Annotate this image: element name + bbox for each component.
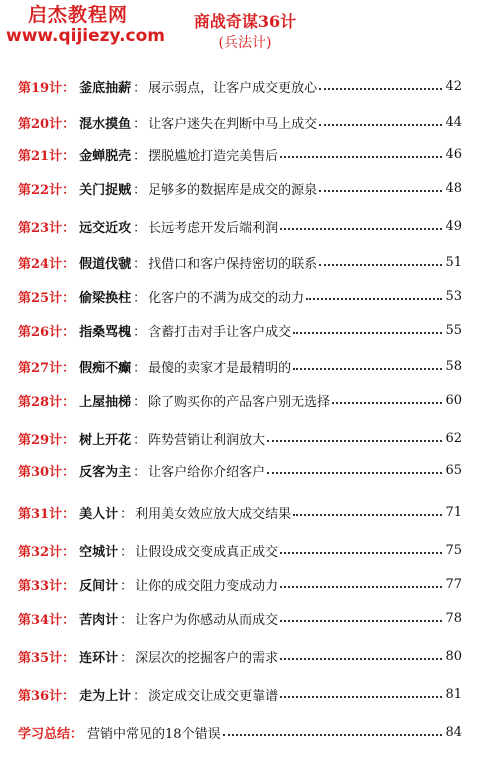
toc-entry-leader-dots	[293, 513, 442, 516]
toc-entry-colon: ：	[120, 578, 134, 594]
toc-entry-separator: ：	[62, 220, 76, 236]
toc-entry-name: 关门捉贼	[79, 182, 132, 198]
toc-entry-description: 淡定成交让成交更靠谱	[148, 688, 279, 704]
toc-entry-colon: ：	[120, 544, 134, 560]
toc-entry-leader-dots	[293, 367, 442, 370]
toc-entry[interactable]	[18, 390, 462, 410]
toc-entry-page-number: 65	[445, 462, 462, 478]
toc-entry-separator: ：	[62, 80, 76, 96]
toc-entry-number: 第29计	[18, 432, 63, 448]
toc-entry[interactable]	[18, 608, 462, 628]
toc-entry-number: 第25计	[18, 290, 63, 306]
toc-entry-leader-dots	[319, 263, 442, 266]
toc-entry-colon: ：	[133, 148, 147, 164]
toc-entry-description: 让客户迷失在判断中马上成交	[148, 116, 318, 132]
toc-entry-number: 第34计	[18, 612, 63, 628]
toc-entry[interactable]	[18, 574, 462, 594]
watermark-site-name: 启杰教程网	[28, 4, 129, 26]
toc-entry-leader-dots	[280, 619, 442, 622]
toc-entry-leader-dots	[267, 439, 442, 442]
toc-entry-separator: ：	[62, 544, 76, 560]
toc-entry-description: 找借口和客户保持密切的联系	[148, 256, 318, 272]
toc-entry-leader-dots	[267, 471, 442, 474]
toc-entry-page-number: 78	[445, 610, 462, 626]
toc-entry-description: 长远考虑开发后端利润	[148, 220, 279, 236]
toc-entry-leader-dots	[319, 189, 442, 192]
toc-entry-name: 美人计	[79, 506, 119, 522]
toc-entry-description: 让假设成交变成真正成交	[135, 544, 279, 560]
toc-entry[interactable]	[18, 502, 462, 522]
toc-entry-page-number: 46	[445, 146, 462, 162]
toc-entry-page-number: 58	[445, 358, 462, 374]
toc-entry-separator: ：	[62, 464, 76, 480]
toc-entry-colon: ：	[120, 612, 134, 628]
toc-entry[interactable]	[18, 216, 462, 236]
toc-entry-separator: ：	[62, 650, 76, 666]
toc-entry-number: 第24计	[18, 256, 63, 272]
toc-entry[interactable]	[18, 646, 462, 666]
toc-entry-description: 让客户给你介绍客户	[148, 464, 266, 480]
toc-summary-entry[interactable]	[18, 722, 462, 742]
toc-entry-colon: ：	[133, 360, 147, 376]
toc-entry-description: 足够多的数据库是成交的源泉	[148, 182, 318, 198]
toc-entry-name: 远交近攻	[79, 220, 132, 236]
toc-entry-description: 化客户的不满为成交的动力	[148, 290, 305, 306]
toc-entry-number: 第31计	[18, 506, 63, 522]
watermark-url: www.qijiezy.com	[6, 26, 166, 46]
toc-entry-colon: ：	[120, 506, 134, 522]
toc-entry-description: 深层次的挖掘客户的需求	[135, 650, 279, 666]
toc-entry-colon: ：	[133, 80, 147, 96]
toc-entry-colon: ：	[133, 688, 147, 704]
toc-entry-name: 上屋抽梯	[79, 394, 132, 410]
toc-summary-description: 营销中常见的18个错误	[87, 726, 221, 742]
toc-entry-leader-dots	[280, 695, 442, 698]
toc-entry-page-number: 60	[445, 392, 462, 408]
toc-entry[interactable]	[18, 684, 462, 704]
toc-entry-page-number: 42	[445, 78, 462, 94]
toc-entry-colon: ：	[133, 256, 147, 272]
toc-entry-name: 反间计	[79, 578, 119, 594]
toc-entry-number: 第26计	[18, 324, 63, 340]
toc-entry-page-number: 49	[445, 218, 462, 234]
toc-summary-label: 学习总结	[18, 726, 71, 742]
toc-entry-name: 混水摸鱼	[79, 116, 132, 132]
toc-entry[interactable]	[18, 144, 462, 164]
toc-entry-description: 阵势营销让利润放大	[148, 432, 266, 448]
toc-entry[interactable]	[18, 356, 462, 376]
toc-entry-separator: ：	[62, 612, 76, 628]
toc-entry-page-number: 53	[445, 288, 462, 304]
toc-entry-colon: ：	[133, 290, 147, 306]
toc-entry-leader-dots	[332, 401, 442, 404]
toc-entry[interactable]	[18, 112, 462, 132]
toc-entry-separator: ：	[62, 290, 76, 306]
toc-entry-leader-dots	[280, 585, 442, 588]
toc-entry-number: 第32计	[18, 544, 63, 560]
toc-entry-name: 连环计	[79, 650, 119, 666]
toc-entry[interactable]	[18, 540, 462, 560]
toc-entry-colon: ：	[133, 220, 147, 236]
toc-entry-name: 假痴不癫	[79, 360, 132, 376]
toc-entry-page-number: 81	[445, 686, 462, 702]
toc-entry-separator: ：	[62, 360, 76, 376]
toc-entry-page-number: 71	[445, 504, 462, 520]
toc-entry-separator: ：	[62, 324, 76, 340]
toc-entry-description: 让你的成交阻力变成动力	[135, 578, 279, 594]
toc-entry-number: 第27计	[18, 360, 63, 376]
toc-entry-separator: ：	[62, 182, 76, 198]
toc-entry-separator: ：	[62, 256, 76, 272]
toc-entry-separator: ：	[62, 506, 76, 522]
toc-entry-description: 展示弱点，让客户成交更放心	[148, 80, 318, 96]
toc-entry-name: 假道伐虢	[79, 256, 132, 272]
toc-entry-separator: ：	[62, 578, 76, 594]
toc-entry-separator: ：	[62, 432, 76, 448]
toc-entry-number: 第19计	[18, 80, 63, 96]
toc-entry[interactable]	[18, 428, 462, 448]
toc-entry-leader-dots	[293, 331, 442, 334]
toc-entry-colon: ：	[133, 182, 147, 198]
toc-entry-colon: ：	[133, 394, 147, 410]
toc-entry[interactable]	[18, 460, 462, 480]
toc-entry-name: 釜底抽薪	[79, 80, 132, 96]
toc-entry-description: 摆脱尴尬打造完美售后	[148, 148, 279, 164]
toc-entry-leader-dots	[280, 227, 442, 230]
toc-entry-page-number: 51	[445, 254, 462, 270]
toc-entry-leader-dots	[319, 123, 442, 126]
toc-entry-description: 让客户为你感动从而成交	[135, 612, 279, 628]
toc-entry-colon: ：	[120, 650, 134, 666]
toc-entry-leader-dots	[319, 87, 442, 90]
toc-entry[interactable]	[18, 178, 462, 198]
toc-entry-leader-dots	[306, 297, 442, 300]
toc-entry-number: 第28计	[18, 394, 63, 410]
toc-entry-leader-dots	[280, 155, 442, 158]
toc-entry-number: 第21计	[18, 148, 63, 164]
toc-entry-separator: ：	[62, 688, 76, 704]
toc-entry-name: 苦肉计	[79, 612, 119, 628]
toc-entry-leader-dots	[280, 551, 442, 554]
toc-entry-leader-dots	[223, 733, 442, 736]
toc-entry-separator: ：	[62, 394, 76, 410]
toc-entry-page-number: 55	[445, 322, 462, 338]
toc-entry-page-number: 77	[445, 576, 462, 592]
toc-entry-colon: ：	[133, 116, 147, 132]
toc-entry-description: 利用美女效应放大成交结果	[135, 506, 292, 522]
toc-entry[interactable]	[18, 286, 462, 306]
toc-entry-separator: ：	[62, 116, 76, 132]
toc-entry[interactable]	[18, 320, 462, 340]
toc-entry-colon: ：	[133, 464, 147, 480]
toc-entry-number: 第35计	[18, 650, 63, 666]
toc-entry-separator: ：	[62, 148, 76, 164]
toc-entry-description: 除了购买你的产品客户别无选择	[148, 394, 331, 410]
toc-entry-page-number: 48	[445, 180, 462, 196]
toc-entry-number: 第30计	[18, 464, 63, 480]
toc-entry-name: 偷梁换柱	[79, 290, 132, 306]
toc-entry-page-number: 44	[445, 114, 462, 130]
toc-entry-name: 金蝉脱壳	[79, 148, 132, 164]
page-subtitle: (兵法计)	[218, 35, 272, 51]
toc-entry-description: 含蓄打击对手让客户成交	[148, 324, 292, 340]
toc-entry[interactable]	[18, 76, 462, 96]
toc-entry-number: 第22计	[18, 182, 63, 198]
toc-entry[interactable]	[18, 252, 462, 272]
toc-entry-page-number: 62	[445, 430, 462, 446]
toc-summary-page-number: 84	[445, 724, 462, 740]
toc-entry-separator: ：	[70, 726, 84, 742]
toc-entry-name: 树上开花	[79, 432, 132, 448]
toc-entry-leader-dots	[280, 657, 442, 660]
toc-entry-colon: ：	[133, 432, 147, 448]
toc-entry-name: 空城计	[79, 544, 119, 560]
toc-entry-number: 第36计	[18, 688, 63, 704]
toc-entry-page-number: 80	[445, 648, 462, 664]
toc-entry-page-number: 75	[445, 542, 462, 558]
toc-entry-colon: ：	[133, 324, 147, 340]
toc-entry-number: 第20计	[18, 116, 63, 132]
toc-entry-description: 最傻的卖家才是最精明的	[148, 360, 292, 376]
toc-entry-number: 第33计	[18, 578, 63, 594]
toc-entry-name: 指桑骂槐	[79, 324, 132, 340]
toc-entry-name: 走为上计	[79, 688, 132, 704]
toc-entry-number: 第23计	[18, 220, 63, 236]
page-title: 商战奇谋36计	[193, 12, 297, 31]
toc-entry-name: 反客为主	[79, 464, 132, 480]
